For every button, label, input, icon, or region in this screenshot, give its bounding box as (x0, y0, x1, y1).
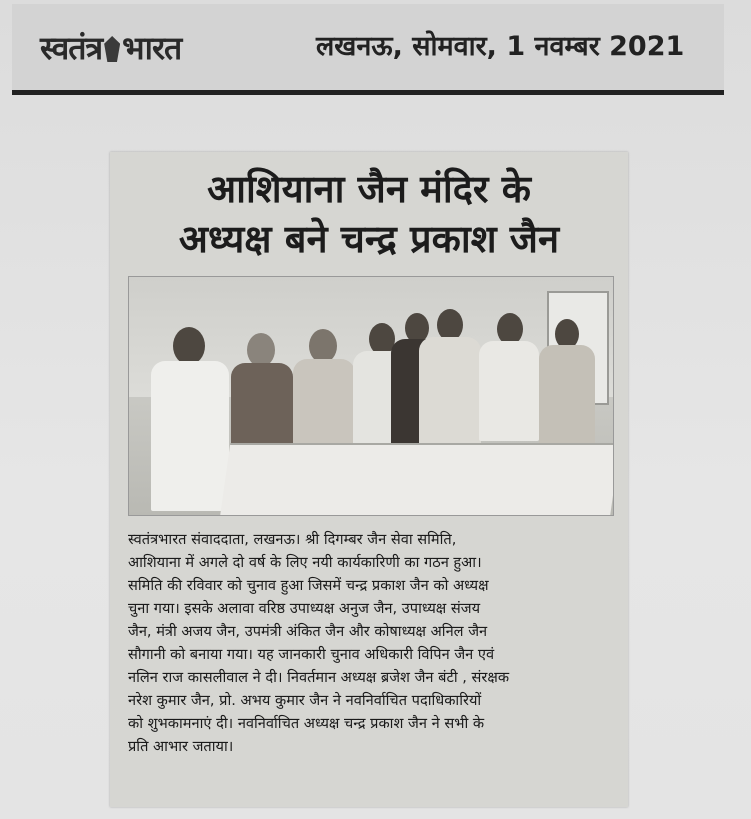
article-body-line: सौगानी को बनाया गया। यह जानकारी चुनाव अधिकारी विपिन जैन एवं (128, 646, 495, 663)
news-clipping (110, 152, 628, 807)
newspaper-emblem-icon (104, 36, 120, 62)
newspaper-name (40, 26, 181, 69)
article-body-line: प्रति आभार जताया। (128, 738, 234, 755)
article-body-line: जैन, मंत्री अजय जैन, उपमंत्री अंकित जैन और कोषाध्यक्ष अनिल जैन (128, 623, 488, 640)
headline-line-2: अध्यक्ष बने चन्द्र प्रकाश जैन (178, 217, 560, 261)
article-body-line: को शुभकामनाएं दी। नवनिर्वाचित अध्यक्ष चन्द्र प्रकाश जैन ने सभी के (128, 715, 485, 732)
dateline: लखनऊ, सोमवार, 1 नवम्बर 2021 (316, 31, 685, 62)
article-body-line: आशियाना में अगले दो वर्ष के लिए नयी कार्यकारिणी का गठन हुआ। (128, 554, 482, 571)
masthead-rule (12, 90, 724, 95)
article-body-line: नलिन राज कासलीवाल ने दी। निवर्तमान अध्यक्ष ब्रजेश जैन बंटी , संरक्षक (128, 669, 510, 686)
headline-line-1: आशियाना जैन मंदिर के (207, 167, 531, 211)
article-body-line: स्वतंत्रभारत संवाददाता, लखनऊ। श्री दिगम्बर जैन सेवा समिति, (128, 531, 457, 548)
article-body-line: चुना गया। इसके अलावा वरिष्ठ उपाध्यक्ष अनुज जैन, उपाध्यक्ष संजय (128, 600, 481, 617)
photo-table (220, 443, 614, 516)
article-photo (128, 276, 614, 516)
article-body-line: नरेश कुमार जैन, प्रो. अभय कुमार जैन ने नवनिर्वाचित पदाधिकारियों (128, 692, 482, 709)
newspaper-name-part1: स्वतंत्र (40, 29, 103, 67)
newspaper-name-part2: भारत (122, 29, 182, 67)
article-body (128, 528, 622, 758)
article-body-line: समिति की रविवार को चुनाव हुआ जिसमें चन्द्र प्रकाश जैन को अध्यक्ष (128, 577, 489, 594)
